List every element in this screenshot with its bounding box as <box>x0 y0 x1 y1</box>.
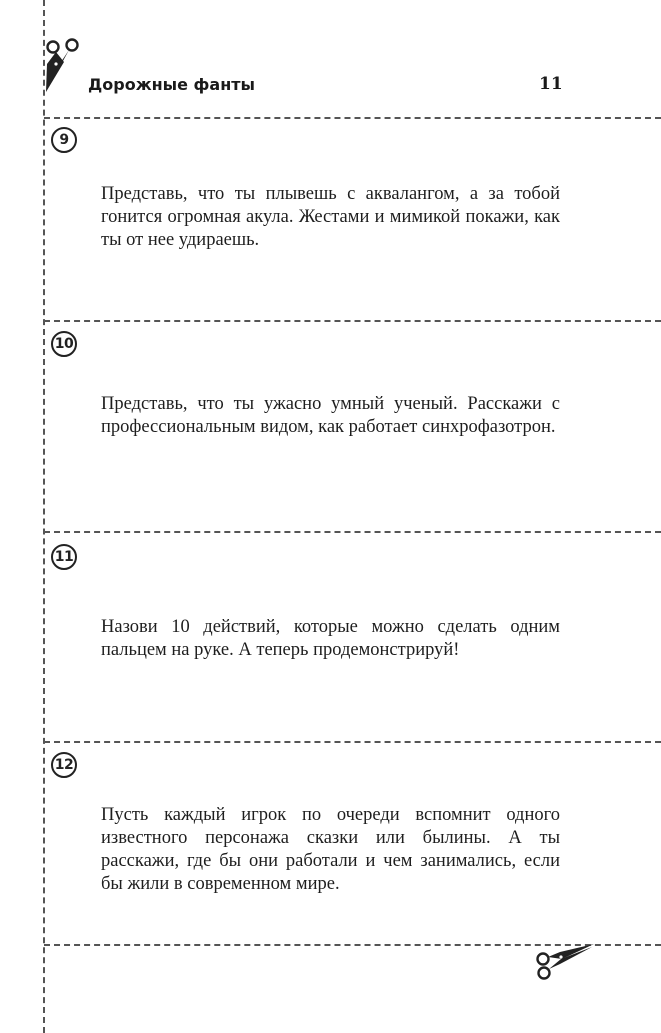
page-header-title: Дорожные фанты <box>88 75 256 94</box>
horizontal-cut-line <box>44 741 661 743</box>
vertical-cut-line <box>43 0 45 1033</box>
horizontal-cut-line <box>44 117 661 119</box>
card-number-badge: 9 <box>51 127 77 153</box>
card-number-badge: 12 <box>51 752 77 778</box>
horizontal-cut-line <box>44 320 661 322</box>
card-number-badge: 10 <box>51 331 77 357</box>
card-text: Назови 10 действий, которые можно сделать одним пальцем на руке. А теперь продемонстрируй! <box>101 617 560 660</box>
scissors-icon <box>530 935 598 981</box>
scissors-icon <box>30 34 84 94</box>
horizontal-cut-line <box>44 531 661 533</box>
card-text: Представь, что ты ужасно умный ученый. Расскажи с профессиональным видом, как работает синхрофазотрон. <box>101 394 560 437</box>
card-text: Пусть каждый игрок по очереди вспомнит одного известного персонажа сказки или былины. А ты расскажи, где бы они работали и чем занимались, если бы жили в современном мире. <box>101 805 560 894</box>
card-text: Представь, что ты плывешь с аквалангом, а за тобой гонится огромная акула. Жестами и мимикой покажи, как ты от нее удираешь. <box>101 184 560 250</box>
page-number: 11 <box>539 74 563 94</box>
card-number-badge: 11 <box>51 544 77 570</box>
